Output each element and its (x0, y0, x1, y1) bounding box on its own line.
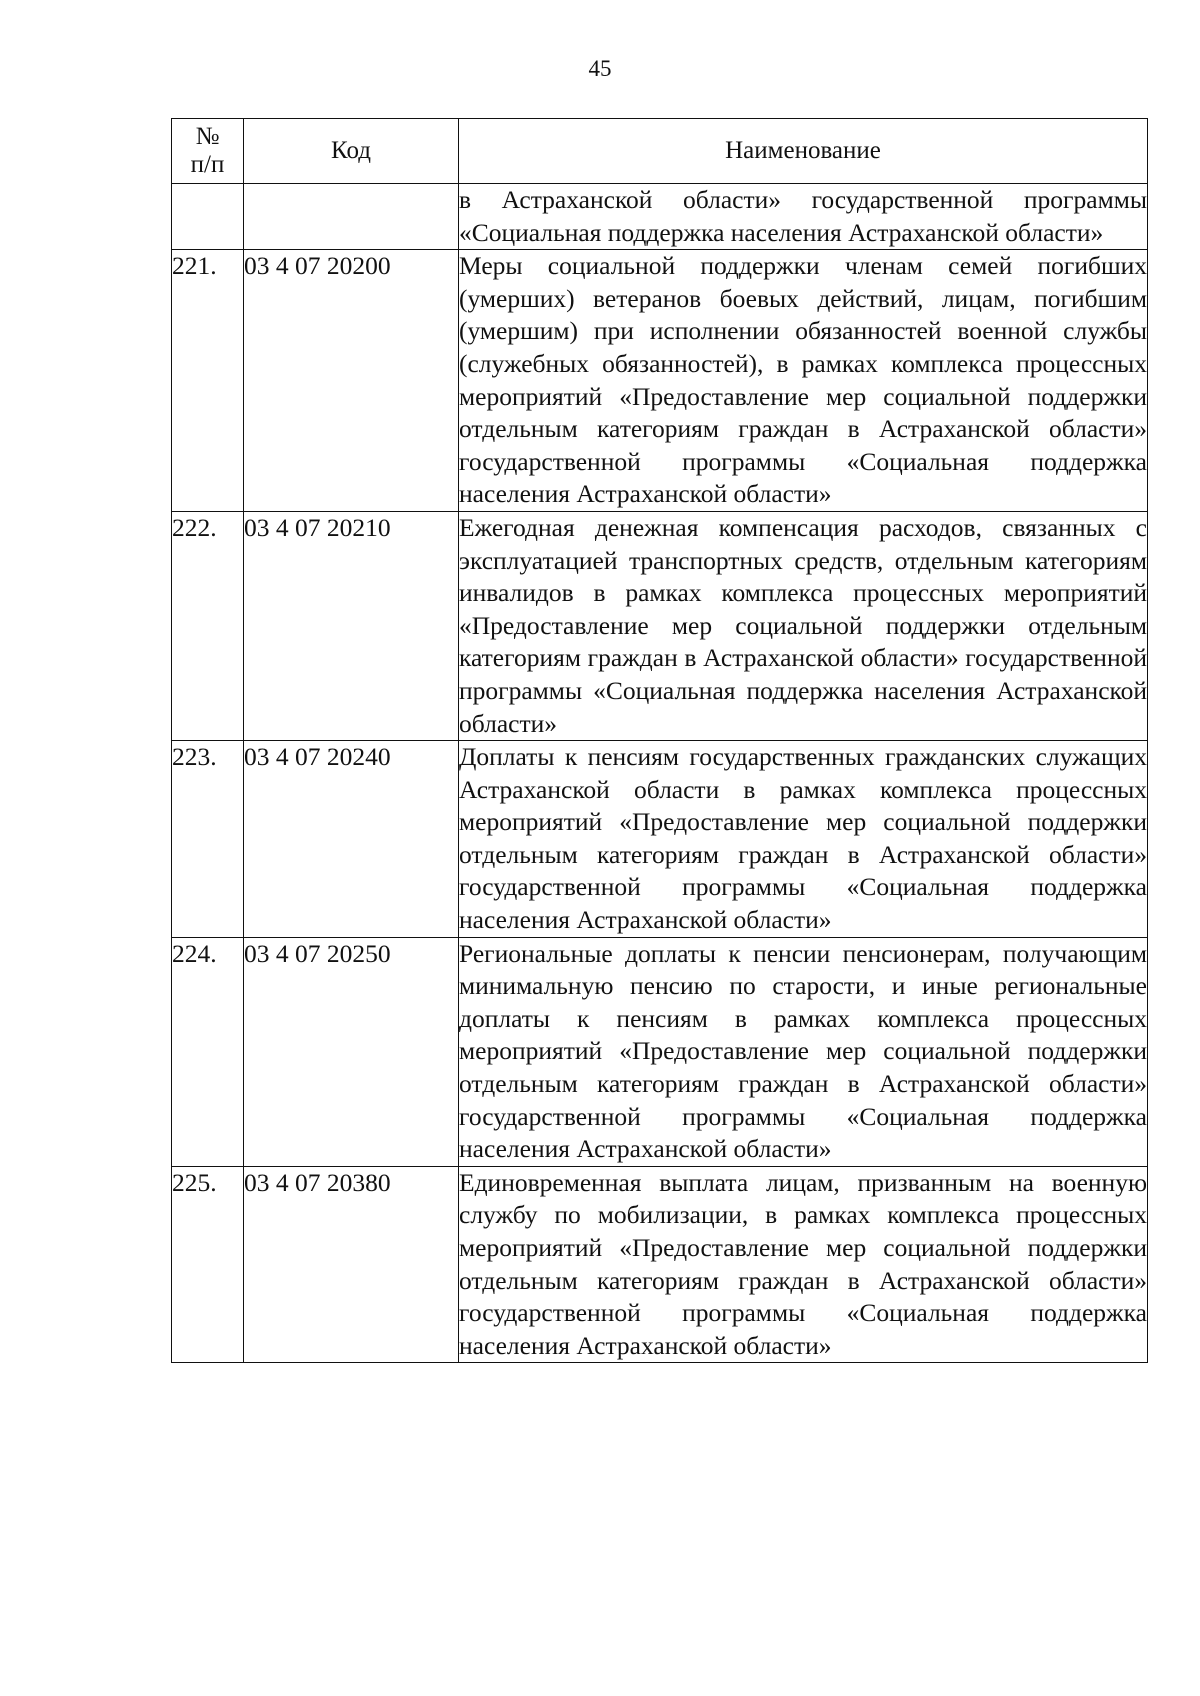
table-header-row (172, 119, 1148, 184)
row-number: 225. (172, 1166, 244, 1363)
table-row (172, 511, 1148, 740)
row-code: 03 4 07 20240 (244, 741, 459, 938)
row-name: Единовременная выплата лицам, призванным на военную службу по мобилизации, в рамках комплекса процессных мероприятий «Предоставление мер социальной поддержки отдельным категориям граждан в Астраханской области» государственной программы «Социальная поддержка населения Астраханской области» (459, 1166, 1148, 1363)
row-number: 221. (172, 250, 244, 512)
row-number: 222. (172, 511, 244, 740)
row-name: Меры социальной поддержки членам семей погибших (умерших) ветеранов боевых действий, лицам, погибшим (умершим) при исполнении обязанностей военной службы (служебных обязанностей), в рамках комплекса процессных мероприятий «Предоставление мер социальной поддержки отдельным категориям граждан в Астраханской области» государственной программы «Социальная поддержка населения Астраханской области» (459, 250, 1148, 512)
header-number-symbol: № (195, 123, 220, 150)
row-code: 03 4 07 20200 (244, 250, 459, 512)
row-name: Ежегодная денежная компенсация расходов, связанных с эксплуатацией транспортных средств, отдельным категориям инвалидов в рамках комплекса процессных мероприятий «Предоставление мер социальной поддержки отдельным категориям граждан в Астраханской области» государственной программы «Социальная поддержка населения Астраханской области» (459, 511, 1148, 740)
row-name: Доплаты к пенсиям государственных гражданских служащих Астраханской области в рамках комплекса процессных мероприятий «Предоставление мер социальной поддержки отдельным категориям граждан в Астраханской области» государственной программы «Социальная поддержка населения Астраханской области» (459, 741, 1148, 938)
codes-table (171, 118, 1148, 1363)
row-code: 03 4 07 20210 (244, 511, 459, 740)
row-name: Региональные доплаты к пенсии пенсионерам, получающим минимальную пенсию по старости, и иные региональные доплаты к пенсиям в рамках комплекса процессных мероприятий «Предоставление мер социальной поддержки отдельным категориям граждан в Астраханской области» государственной программы «Социальная поддержка населения Астраханской области» (459, 937, 1148, 1166)
header-code: Код (244, 119, 459, 184)
table-row (172, 184, 1148, 250)
table-row (172, 1166, 1148, 1363)
row-code (244, 184, 459, 250)
header-number-abbrev: п/п (190, 151, 225, 178)
table-row (172, 741, 1148, 938)
table-row (172, 937, 1148, 1166)
row-number: 224. (172, 937, 244, 1166)
table-row (172, 250, 1148, 512)
row-name: в Астраханской области» государственной программы «Социальная поддержка населения Астраханской области» (459, 184, 1148, 250)
header-name: Наименование (459, 119, 1148, 184)
row-code: 03 4 07 20380 (244, 1166, 459, 1363)
page-number: 45 (588, 56, 612, 81)
row-number: 223. (172, 741, 244, 938)
row-code: 03 4 07 20250 (244, 937, 459, 1166)
header-number (172, 119, 244, 184)
row-number (172, 184, 244, 250)
